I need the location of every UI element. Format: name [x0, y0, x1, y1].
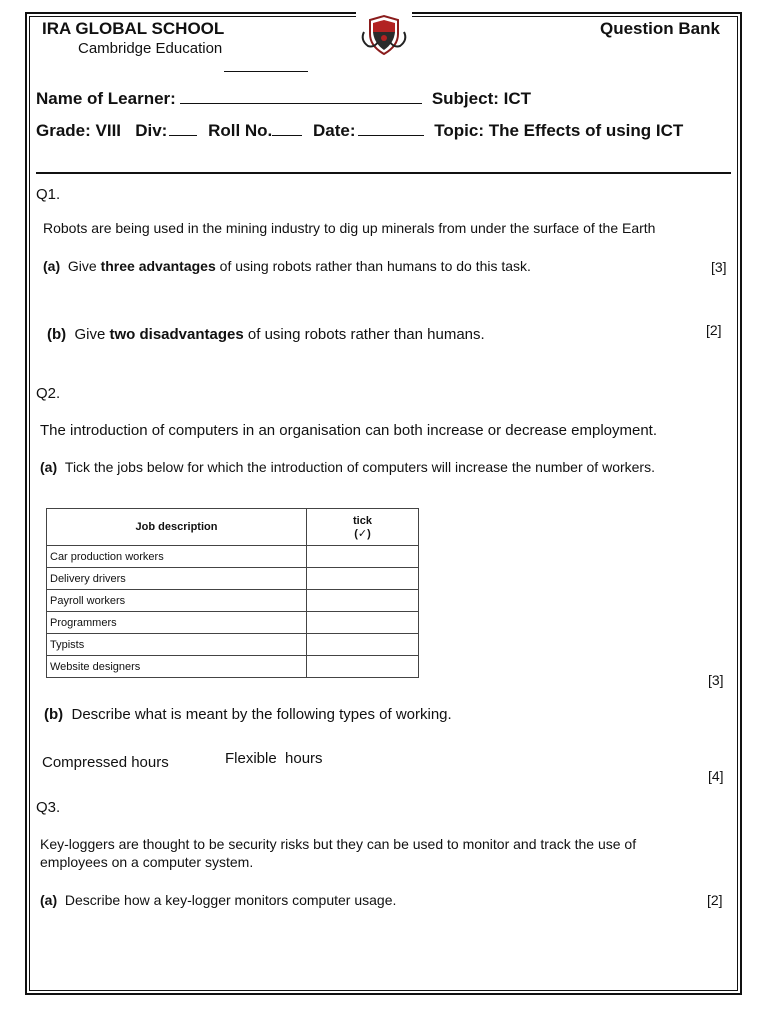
name-label: Name of Learner: — [36, 89, 176, 108]
tick-cell[interactable] — [307, 612, 419, 634]
q3-number: Q3. — [36, 799, 61, 816]
q1a-question: (a) Give three advantages of using robots rather than humans to do this task. — [43, 258, 531, 274]
header-rule — [36, 172, 731, 174]
jobs-table — [46, 508, 419, 678]
job-cell: Typists — [47, 634, 307, 656]
q2a-question: (a) Tick the jobs below for which the introduction of computers will increase the number of workers. — [40, 459, 655, 475]
roll-blank — [272, 119, 302, 136]
q2-intro: The introduction of computers in an organisation can both increase or decrease employment. — [40, 422, 658, 439]
tick-header: tick (✓) — [307, 509, 419, 546]
date-label: Date: — [313, 121, 356, 140]
q2b-question: (b) Describe what is meant by the following types of working. — [44, 706, 452, 723]
term-flexible-hours: Flexible hours — [225, 750, 323, 767]
q2a-label: (a) — [40, 459, 58, 475]
topic-label: Topic: The Effects of using ICT — [434, 121, 684, 140]
q1b-marks: [2] — [706, 322, 722, 338]
table-row — [47, 612, 419, 634]
job-cell: Delivery drivers — [47, 568, 307, 590]
grade-label: Grade: VIII — [36, 121, 122, 140]
tick-cell[interactable] — [307, 568, 419, 590]
school-name: IRA GLOBAL SCHOOL — [42, 19, 225, 38]
q1-intro: Robots are being used in the mining industry to dig up minerals from under the surface of the Earth — [43, 220, 656, 236]
tick-cell[interactable] — [307, 634, 419, 656]
header-underline — [224, 71, 308, 72]
roll-label: Roll No. — [208, 121, 273, 140]
name-blank — [180, 87, 422, 104]
document-type: Question Bank — [600, 19, 720, 38]
q1a-marks: [3] — [711, 259, 727, 275]
q3-intro-line1: Key-loggers are thought to be security risks but they can be used to monitor and track the use of — [40, 836, 637, 852]
job-cell: Car production workers — [47, 546, 307, 568]
q2b-marks: [4] — [708, 768, 724, 784]
div-label: Div: — [135, 121, 168, 140]
tick-cell[interactable] — [307, 590, 419, 612]
job-cell: Programmers — [47, 612, 307, 634]
q1a-label: (a) — [43, 258, 61, 274]
table-row — [47, 568, 419, 590]
table-row — [47, 590, 419, 612]
q2a-marks: [3] — [708, 672, 724, 688]
table-row — [47, 656, 419, 678]
learner-info-row — [36, 87, 531, 109]
school-crest-logo — [356, 12, 412, 58]
job-description-header: Job description — [47, 509, 307, 546]
q2b-label: (b) — [44, 706, 64, 723]
q3a-question: (a) Describe how a key-logger monitors computer usage. — [40, 892, 397, 908]
q2-number: Q2. — [36, 385, 61, 402]
date-blank — [358, 119, 424, 136]
q1b-question: (b) Give two disadvantages of using robots rather than humans. — [47, 326, 485, 343]
school-subtitle: Cambridge Education — [78, 40, 223, 57]
q3-intro-line2: employees on a computer system. — [40, 854, 254, 870]
q1b-label: (b) — [47, 326, 67, 343]
term-compressed-hours: Compressed hours — [42, 754, 169, 771]
table-row — [47, 546, 419, 568]
q1-number: Q1. — [36, 186, 61, 203]
subject-label: Subject: ICT — [431, 89, 531, 108]
grade-info-row — [36, 119, 683, 141]
table-row — [47, 634, 419, 656]
tick-cell[interactable] — [307, 546, 419, 568]
job-cell: Website designers — [47, 656, 307, 678]
job-cell: Payroll workers — [47, 590, 307, 612]
table-header-row — [47, 509, 419, 546]
q3a-label: (a) — [40, 892, 58, 908]
tick-cell[interactable] — [307, 656, 419, 678]
q3a-marks: [2] — [707, 892, 723, 908]
div-blank — [169, 119, 197, 136]
